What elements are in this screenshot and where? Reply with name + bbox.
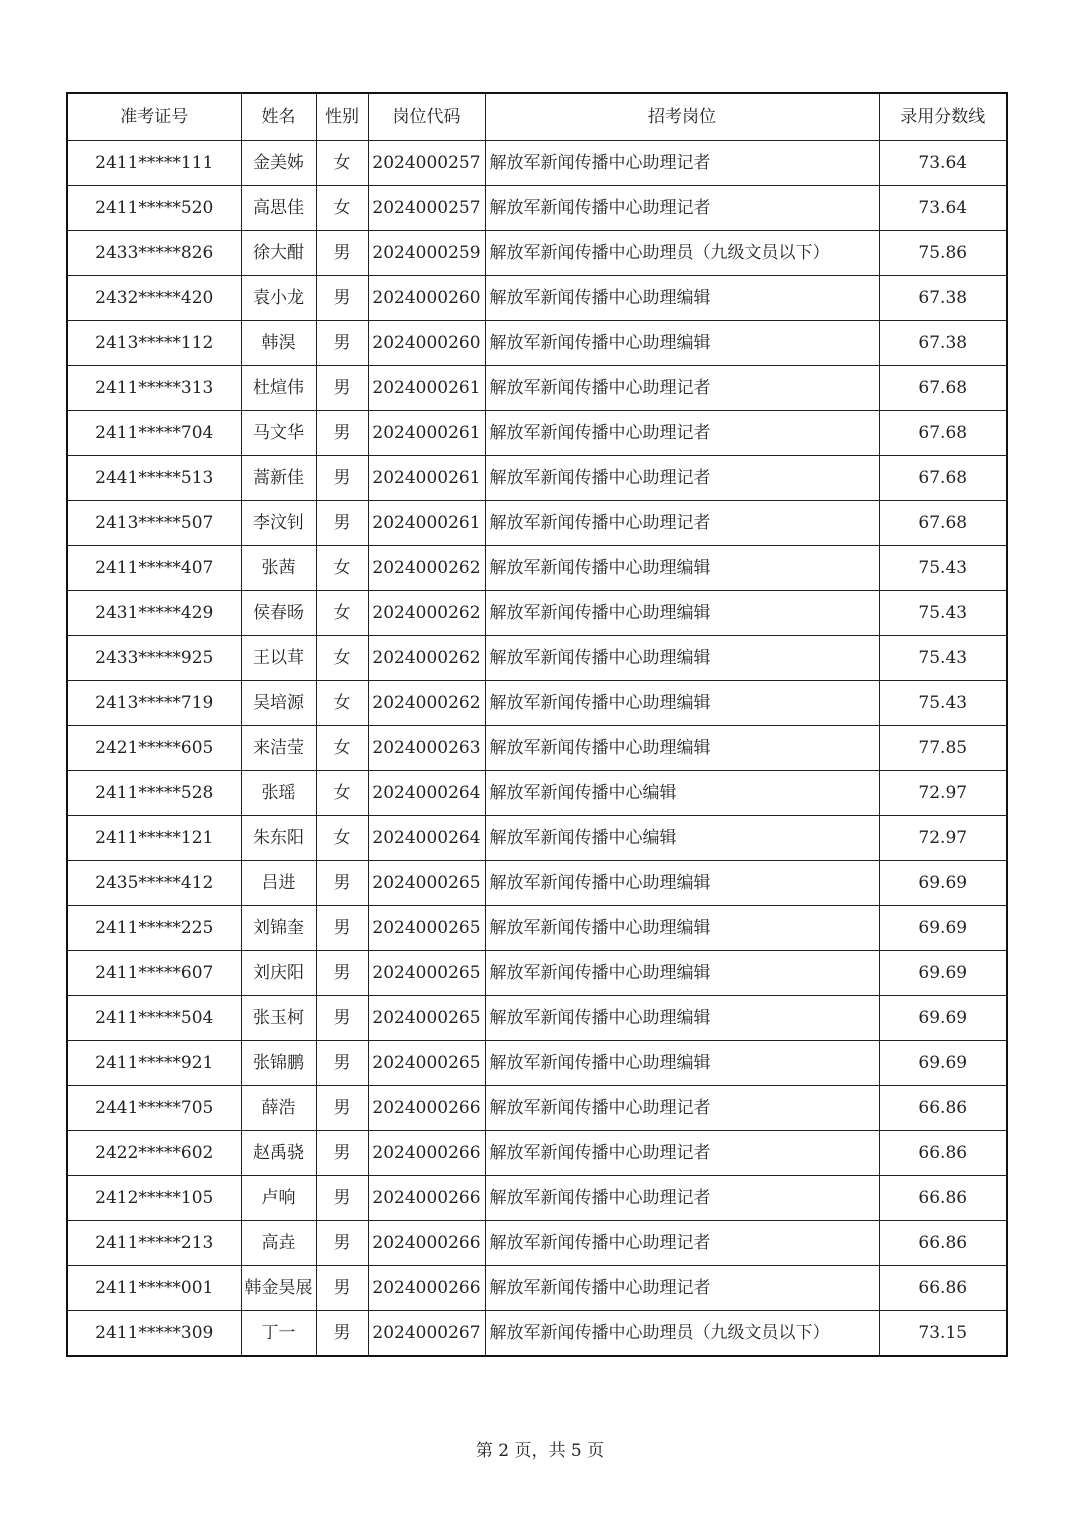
cutoff-score-cell: 69.69 xyxy=(879,1041,1007,1086)
post-cell: 解放军新闻传播中心助理记者 xyxy=(485,456,879,501)
table-row xyxy=(67,906,1007,951)
post-cell: 解放军新闻传播中心助理记者 xyxy=(485,501,879,546)
post-code-cell: 2024000261 xyxy=(368,411,485,456)
cutoff-score-cell: 75.86 xyxy=(879,231,1007,276)
name-cell: 薛浩 xyxy=(241,1086,316,1131)
name-cell: 李汶钊 xyxy=(241,501,316,546)
header-post: 招考岗位 xyxy=(485,93,879,141)
gender-cell: 男 xyxy=(316,501,368,546)
post-cell: 解放军新闻传播中心助理编辑 xyxy=(485,276,879,321)
post-code-cell: 2024000257 xyxy=(368,186,485,231)
table-row xyxy=(67,951,1007,996)
gender-cell: 男 xyxy=(316,276,368,321)
gender-cell: 女 xyxy=(316,771,368,816)
post-code-cell: 2024000264 xyxy=(368,771,485,816)
table-row xyxy=(67,996,1007,1041)
post-cell: 解放军新闻传播中心助理编辑 xyxy=(485,996,879,1041)
table-row xyxy=(67,1086,1007,1131)
admission-number-cell: 2413*****719 xyxy=(67,681,241,726)
post-cell: 解放军新闻传播中心助理记者 xyxy=(485,1176,879,1221)
admission-number-cell: 2413*****112 xyxy=(67,321,241,366)
name-cell: 韩金昊展 xyxy=(241,1266,316,1311)
table-row xyxy=(67,681,1007,726)
post-code-cell: 2024000266 xyxy=(368,1131,485,1176)
post-cell: 解放军新闻传播中心助理记者 xyxy=(485,1086,879,1131)
gender-cell: 女 xyxy=(316,726,368,771)
header-name: 姓名 xyxy=(241,93,316,141)
post-code-cell: 2024000259 xyxy=(368,231,485,276)
admission-number-cell: 2433*****826 xyxy=(67,231,241,276)
post-cell: 解放军新闻传播中心助理记者 xyxy=(485,366,879,411)
post-cell: 解放军新闻传播中心助理编辑 xyxy=(485,861,879,906)
name-cell: 张锦鹏 xyxy=(241,1041,316,1086)
post-code-cell: 2024000262 xyxy=(368,636,485,681)
cutoff-score-cell: 67.38 xyxy=(879,321,1007,366)
table-row xyxy=(67,186,1007,231)
post-cell: 解放军新闻传播中心助理记者 xyxy=(485,1266,879,1311)
cutoff-score-cell: 75.43 xyxy=(879,546,1007,591)
name-cell: 高垚 xyxy=(241,1221,316,1266)
gender-cell: 男 xyxy=(316,1041,368,1086)
table-row xyxy=(67,816,1007,861)
name-cell: 刘庆阳 xyxy=(241,951,316,996)
post-code-cell: 2024000265 xyxy=(368,951,485,996)
post-code-cell: 2024000262 xyxy=(368,591,485,636)
table-row xyxy=(67,1266,1007,1311)
table-row xyxy=(67,636,1007,681)
post-cell: 解放军新闻传播中心助理编辑 xyxy=(485,591,879,636)
table-row xyxy=(67,321,1007,366)
table-row xyxy=(67,726,1007,771)
admission-number-cell: 2411*****213 xyxy=(67,1221,241,1266)
table-row xyxy=(67,1221,1007,1266)
gender-cell: 女 xyxy=(316,186,368,231)
admission-number-cell: 2412*****105 xyxy=(67,1176,241,1221)
post-cell: 解放军新闻传播中心编辑 xyxy=(485,771,879,816)
header-gender: 性别 xyxy=(316,93,368,141)
results-table xyxy=(66,92,1008,1357)
post-cell: 解放军新闻传播中心助理记者 xyxy=(485,1131,879,1176)
table-row xyxy=(67,591,1007,636)
gender-cell: 女 xyxy=(316,681,368,726)
post-cell: 解放军新闻传播中心助理记者 xyxy=(485,141,879,186)
table-row xyxy=(67,456,1007,501)
cutoff-score-cell: 67.68 xyxy=(879,501,1007,546)
post-code-cell: 2024000266 xyxy=(368,1266,485,1311)
name-cell: 韩淏 xyxy=(241,321,316,366)
header-post-code: 岗位代码 xyxy=(368,93,485,141)
gender-cell: 男 xyxy=(316,1221,368,1266)
gender-cell: 男 xyxy=(316,231,368,276)
post-cell: 解放军新闻传播中心助理记者 xyxy=(485,186,879,231)
admission-number-cell: 2413*****507 xyxy=(67,501,241,546)
cutoff-score-cell: 73.64 xyxy=(879,186,1007,231)
name-cell: 张茜 xyxy=(241,546,316,591)
gender-cell: 男 xyxy=(316,366,368,411)
post-code-cell: 2024000262 xyxy=(368,546,485,591)
post-cell: 解放军新闻传播中心助理编辑 xyxy=(485,546,879,591)
cutoff-score-cell: 67.38 xyxy=(879,276,1007,321)
gender-cell: 男 xyxy=(316,1086,368,1131)
gender-cell: 男 xyxy=(316,996,368,1041)
admission-number-cell: 2431*****429 xyxy=(67,591,241,636)
post-cell: 解放军新闻传播中心助理编辑 xyxy=(485,726,879,771)
post-code-cell: 2024000260 xyxy=(368,276,485,321)
header-cutoff-score: 录用分数线 xyxy=(879,93,1007,141)
name-cell: 吕进 xyxy=(241,861,316,906)
gender-cell: 女 xyxy=(316,636,368,681)
admission-number-cell: 2411*****528 xyxy=(67,771,241,816)
post-cell: 解放军新闻传播中心助理记者 xyxy=(485,411,879,456)
gender-cell: 男 xyxy=(316,1176,368,1221)
name-cell: 赵禹骁 xyxy=(241,1131,316,1176)
post-cell: 解放军新闻传播中心助理编辑 xyxy=(485,906,879,951)
admission-number-cell: 2411*****121 xyxy=(67,816,241,861)
name-cell: 徐大酣 xyxy=(241,231,316,276)
admission-number-cell: 2441*****705 xyxy=(67,1086,241,1131)
table-row xyxy=(67,771,1007,816)
post-code-cell: 2024000264 xyxy=(368,816,485,861)
post-code-cell: 2024000266 xyxy=(368,1176,485,1221)
page-footer: 第 2 页，共 5 页 xyxy=(475,1441,605,1461)
cutoff-score-cell: 66.86 xyxy=(879,1221,1007,1266)
admission-number-cell: 2411*****520 xyxy=(67,186,241,231)
name-cell: 刘锦奎 xyxy=(241,906,316,951)
header-admission-number: 准考证号 xyxy=(67,93,241,141)
post-cell: 解放军新闻传播中心助理编辑 xyxy=(485,681,879,726)
cutoff-score-cell: 72.97 xyxy=(879,816,1007,861)
post-code-cell: 2024000261 xyxy=(368,501,485,546)
cutoff-score-cell: 73.64 xyxy=(879,141,1007,186)
table-row xyxy=(67,231,1007,276)
name-cell: 侯春旸 xyxy=(241,591,316,636)
cutoff-score-cell: 67.68 xyxy=(879,411,1007,456)
post-cell: 解放军新闻传播中心助理编辑 xyxy=(485,951,879,996)
admission-number-cell: 2411*****313 xyxy=(67,366,241,411)
name-cell: 张瑶 xyxy=(241,771,316,816)
gender-cell: 男 xyxy=(316,1131,368,1176)
cutoff-score-cell: 75.43 xyxy=(879,681,1007,726)
table-row xyxy=(67,1131,1007,1176)
gender-cell: 女 xyxy=(316,546,368,591)
admission-number-cell: 2411*****225 xyxy=(67,906,241,951)
table-row xyxy=(67,1311,1007,1357)
gender-cell: 女 xyxy=(316,141,368,186)
gender-cell: 男 xyxy=(316,1311,368,1357)
cutoff-score-cell: 67.68 xyxy=(879,456,1007,501)
name-cell: 丁一 xyxy=(241,1311,316,1357)
admission-number-cell: 2411*****921 xyxy=(67,1041,241,1086)
post-code-cell: 2024000265 xyxy=(368,996,485,1041)
admission-number-cell: 2411*****111 xyxy=(67,141,241,186)
post-code-cell: 2024000266 xyxy=(368,1221,485,1266)
cutoff-score-cell: 67.68 xyxy=(879,366,1007,411)
header-row xyxy=(67,93,1007,141)
admission-number-cell: 2433*****925 xyxy=(67,636,241,681)
gender-cell: 男 xyxy=(316,861,368,906)
table-row xyxy=(67,501,1007,546)
post-code-cell: 2024000265 xyxy=(368,861,485,906)
admission-number-cell: 2441*****513 xyxy=(67,456,241,501)
admission-number-cell: 2411*****504 xyxy=(67,996,241,1041)
admission-number-cell: 2435*****412 xyxy=(67,861,241,906)
name-cell: 袁小龙 xyxy=(241,276,316,321)
post-cell: 解放军新闻传播中心助理员（九级文员以下） xyxy=(485,1311,879,1357)
post-code-cell: 2024000257 xyxy=(368,141,485,186)
post-code-cell: 2024000262 xyxy=(368,681,485,726)
cutoff-score-cell: 75.43 xyxy=(879,636,1007,681)
table-row xyxy=(67,276,1007,321)
name-cell: 来洁莹 xyxy=(241,726,316,771)
admission-number-cell: 2411*****704 xyxy=(67,411,241,456)
name-cell: 卢响 xyxy=(241,1176,316,1221)
cutoff-score-cell: 66.86 xyxy=(879,1176,1007,1221)
table-row xyxy=(67,366,1007,411)
cutoff-score-cell: 66.86 xyxy=(879,1086,1007,1131)
table-body xyxy=(67,141,1007,1357)
post-cell: 解放军新闻传播中心助理编辑 xyxy=(485,321,879,366)
cutoff-score-cell: 75.43 xyxy=(879,591,1007,636)
post-code-cell: 2024000260 xyxy=(368,321,485,366)
gender-cell: 男 xyxy=(316,906,368,951)
name-cell: 金美姊 xyxy=(241,141,316,186)
post-cell: 解放军新闻传播中心助理编辑 xyxy=(485,636,879,681)
gender-cell: 男 xyxy=(316,951,368,996)
admission-number-cell: 2421*****605 xyxy=(67,726,241,771)
post-cell: 解放军新闻传播中心助理员（九级文员以下） xyxy=(485,231,879,276)
post-code-cell: 2024000261 xyxy=(368,456,485,501)
cutoff-score-cell: 69.69 xyxy=(879,951,1007,996)
name-cell: 王以茸 xyxy=(241,636,316,681)
name-cell: 张玉柯 xyxy=(241,996,316,1041)
post-code-cell: 2024000266 xyxy=(368,1086,485,1131)
admission-number-cell: 2411*****001 xyxy=(67,1266,241,1311)
cutoff-score-cell: 72.97 xyxy=(879,771,1007,816)
admission-number-cell: 2422*****602 xyxy=(67,1131,241,1176)
name-cell: 杜煊伟 xyxy=(241,366,316,411)
table-row xyxy=(67,1176,1007,1221)
name-cell: 蒿新佳 xyxy=(241,456,316,501)
post-code-cell: 2024000263 xyxy=(368,726,485,771)
post-code-cell: 2024000261 xyxy=(368,366,485,411)
cutoff-score-cell: 73.15 xyxy=(879,1311,1007,1357)
table-row xyxy=(67,411,1007,456)
admission-number-cell: 2411*****407 xyxy=(67,546,241,591)
name-cell: 朱东阳 xyxy=(241,816,316,861)
table-row xyxy=(67,1041,1007,1086)
name-cell: 吴培源 xyxy=(241,681,316,726)
name-cell: 马文华 xyxy=(241,411,316,456)
table-row xyxy=(67,861,1007,906)
cutoff-score-cell: 69.69 xyxy=(879,996,1007,1041)
name-cell: 高思佳 xyxy=(241,186,316,231)
gender-cell: 女 xyxy=(316,591,368,636)
gender-cell: 男 xyxy=(316,1266,368,1311)
gender-cell: 女 xyxy=(316,816,368,861)
cutoff-score-cell: 66.86 xyxy=(879,1266,1007,1311)
admission-number-cell: 2432*****420 xyxy=(67,276,241,321)
gender-cell: 男 xyxy=(316,456,368,501)
table-row xyxy=(67,546,1007,591)
gender-cell: 男 xyxy=(316,321,368,366)
cutoff-score-cell: 69.69 xyxy=(879,906,1007,951)
post-cell: 解放军新闻传播中心编辑 xyxy=(485,816,879,861)
post-code-cell: 2024000267 xyxy=(368,1311,485,1357)
post-code-cell: 2024000265 xyxy=(368,1041,485,1086)
cutoff-score-cell: 69.69 xyxy=(879,861,1007,906)
admission-number-cell: 2411*****607 xyxy=(67,951,241,996)
post-cell: 解放军新闻传播中心助理编辑 xyxy=(485,1041,879,1086)
table-row xyxy=(67,141,1007,186)
post-cell: 解放军新闻传播中心助理记者 xyxy=(485,1221,879,1266)
cutoff-score-cell: 77.85 xyxy=(879,726,1007,771)
post-code-cell: 2024000265 xyxy=(368,906,485,951)
gender-cell: 男 xyxy=(316,411,368,456)
admission-number-cell: 2411*****309 xyxy=(67,1311,241,1357)
cutoff-score-cell: 66.86 xyxy=(879,1131,1007,1176)
